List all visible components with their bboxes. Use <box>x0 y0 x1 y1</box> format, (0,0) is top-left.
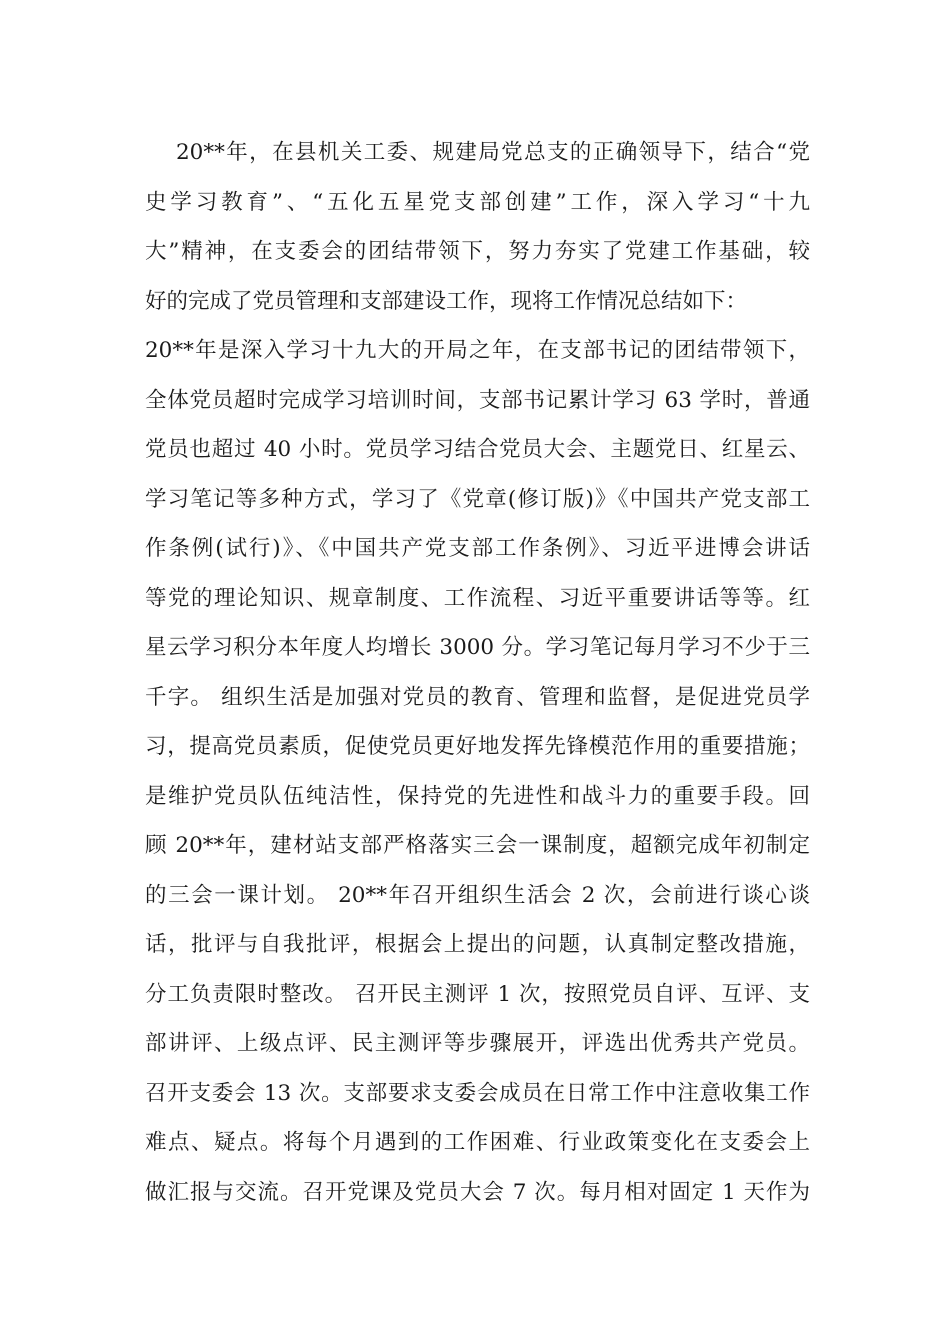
text-line-12: 千字。 组织生活是加强对党员的教育、管理和监督，是促进党员学 <box>145 684 810 710</box>
text-line-15: 顾 20**年，建材站支部严格落实三会一课制度，超额完成年初制定 <box>145 833 810 858</box>
text-line-16: 的三会一课计划。 20**年召开组织生活会 2 次，会前进行谈心谈 <box>145 882 810 908</box>
text-line-14: 是维护党员队伍纯洁性，保持党的先进性和战斗力的重要手段。回 <box>145 783 810 809</box>
text-line-9: 作条例(试行)》、《中国共产党支部工作条例》、习近平进博会讲话 <box>145 536 810 561</box>
text-line-19: 部讲评、上级点评、民主测评等步骤展开，评选出优秀共产党员。 <box>145 1031 810 1056</box>
text-line-18: 分工负责限时整改。 召开民主测评 1 次，按照党员自评、互评、支 <box>145 981 810 1007</box>
text-line-10: 等党的理论知识、规章制度、工作流程、习近平重要讲话等等。红 <box>145 585 810 611</box>
text-line-4: 好的完成了党员管理和支部建设工作，现将工作情况总结如下： <box>145 288 748 314</box>
text-line-20: 召开支委会 13 次。支部要求支委会成员在日常工作中注意收集工作 <box>145 1080 810 1106</box>
body-text <box>145 128 810 1217</box>
text-line-5: 20**年是深入学习十九大的开局之年，在支部书记的团结带领下， <box>145 338 810 363</box>
text-line-6: 全体党员超时完成学习培训时间，支部书记累计学习 63 学时，普通 <box>145 387 810 413</box>
text-line-13: 习，提高党员素质，促使党员更好地发挥先锋模范作用的重要措施； <box>145 734 810 759</box>
text-line-8: 学习笔记等多种方式，学习了《党章(修订版)》《中国共产党支部工 <box>145 486 810 512</box>
text-line-7: 党员也超过 40 小时。党员学习结合党员大会、主题党日、红星云、 <box>145 437 810 462</box>
text-line-3: 大”精神，在支委会的团结带领下，努力夯实了党建工作基础，较 <box>145 239 810 264</box>
text-line-17: 话，批评与自我批评，根据会上提出的问题，认真制定整改措施， <box>145 932 810 957</box>
text-line-2: 史学习教育”、“五化五星党支部创建”工作，深入学习“十九 <box>145 189 810 215</box>
text-line-11: 星云学习积分本年度人均增长 3000 分。学习笔记每月学习不少于三 <box>145 635 810 660</box>
text-line-1: 20**年，在县机关工委、规建局党总支的正确领导下，结合“党 <box>176 140 810 165</box>
text-line-22: 做汇报与交流。召开党课及党员大会 7 次。每月相对固定 1 天作为 <box>145 1179 810 1205</box>
text-line-21: 难点、疑点。将每个月遇到的工作困难、行业政策变化在支委会上 <box>145 1130 810 1155</box>
